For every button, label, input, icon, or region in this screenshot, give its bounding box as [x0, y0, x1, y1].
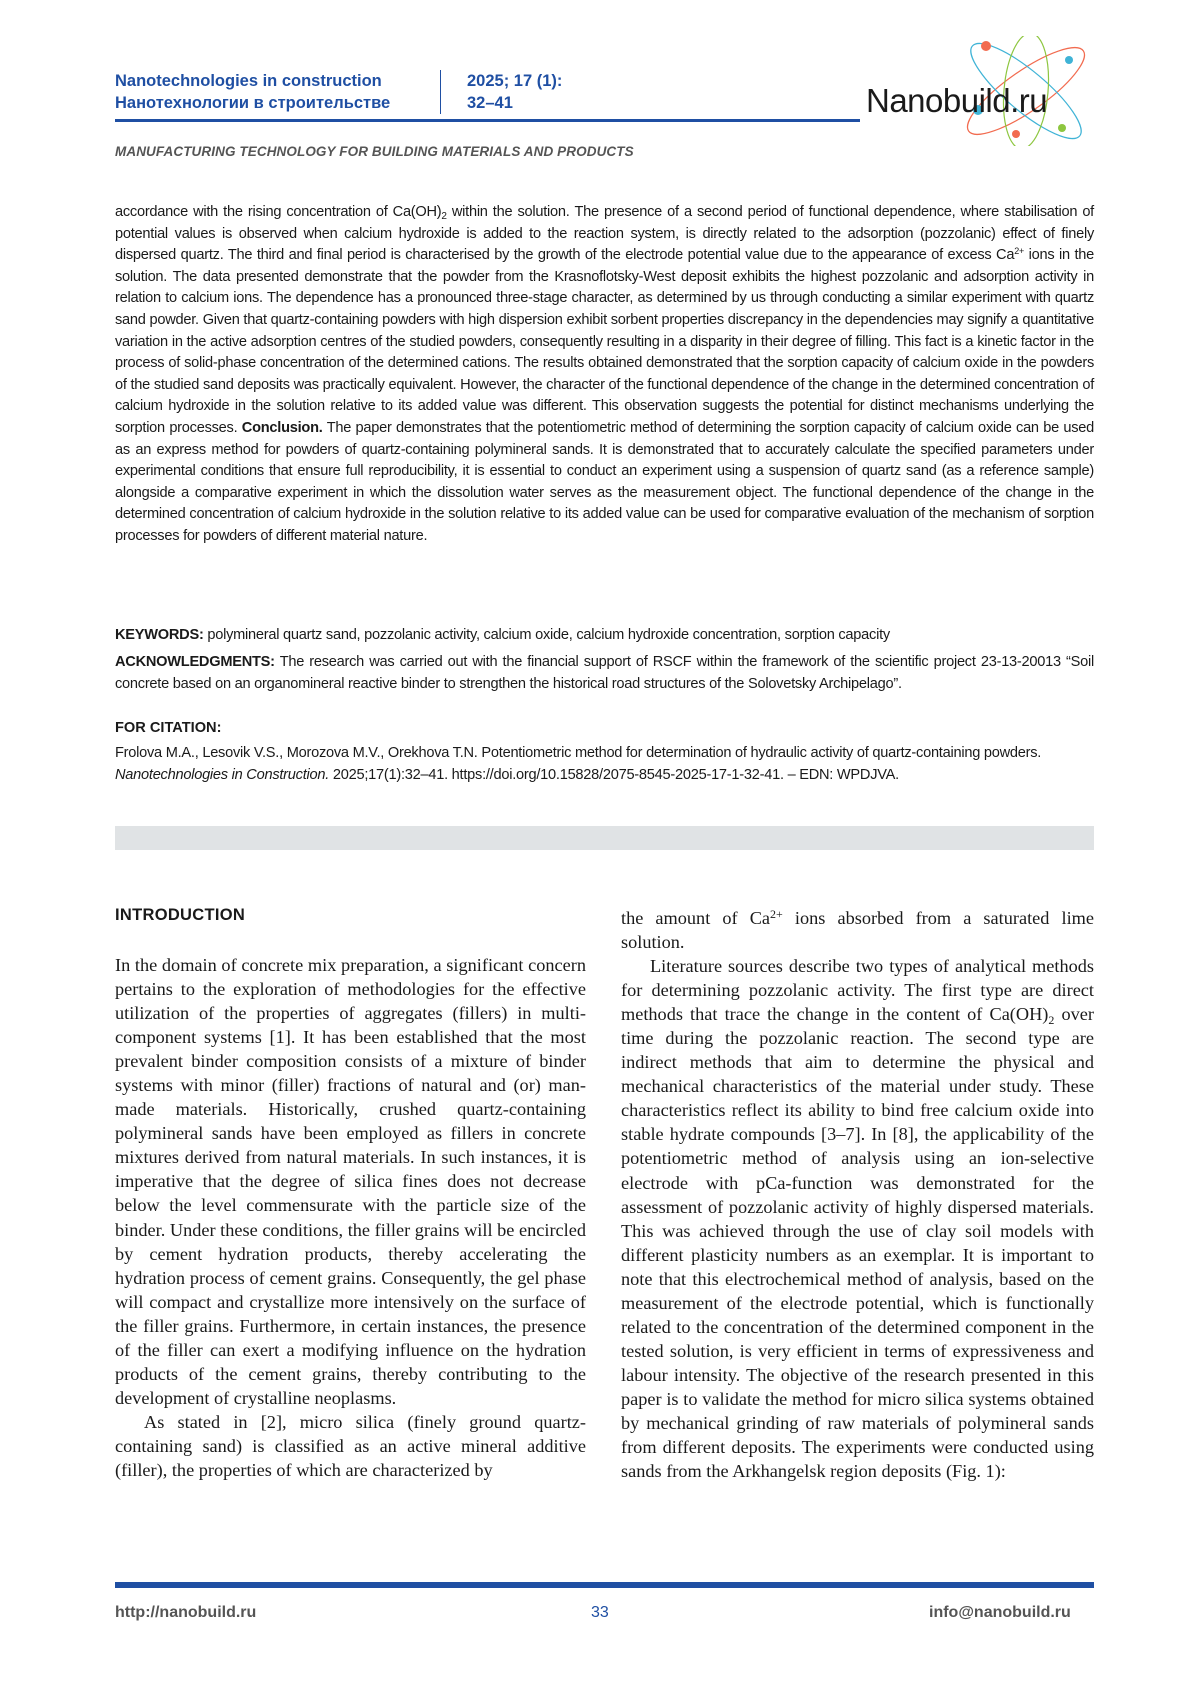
intro-paragraph-2: As stated in [2], micro silica (finely ground quartz-containing sand) is classified as an active mineral additive (filler), the properties of which are characterized by — [115, 1411, 586, 1480]
journal-title-en: Nanotechnologies in construction — [115, 72, 382, 90]
left-column — [115, 953, 586, 1482]
citation-journal: Nanotechnologies in Construction. — [115, 766, 330, 783]
right-column — [621, 906, 1094, 1483]
page-range: 32–41 — [467, 94, 513, 112]
footer-rule — [115, 1582, 1094, 1588]
keywords — [115, 625, 1094, 647]
page-number: 33 — [591, 1604, 609, 1621]
acknowledgments-label: ACKNOWLEDGMENTS: — [115, 654, 275, 670]
logo-text: Nanobuild.ru — [866, 82, 1048, 119]
intro-paragraph-4: Literature sources describe two types of analytical methods for determining pozzolanic activity. The first type are direct methods that trace the change in the content of $Ca(OH)_2$ over time during the pozzolanic reaction. The second type are indirect methods that aim to determine the physical and mechanical characteristics of the material under study. These characteristics reflect its ability to bind free calcium oxide into stable hydrate compounds [3–7]. In [8], the applicability of the potentiometric method of analysis using an ion-selective electrode with pCa-function was demonstrated for the assessment of pozzolanic activity of highly dispersed materials. This was achieved through the use of clay soil models with different plasticity numbers as an exemplar. It is important to note that this electrochemical method of analysis, based on the measurement of the electrode potential, which is functionally related to the concentration of the determined component in the tested solution, is very efficient in terms of expressiveness and labour intensity. The objective of the research presented in this paper is to validate the method for micro silica systems obtained by mechanical grinding of raw materials of polymineral sands from different deposits. The experiments were conducted using sands from the Arkhangelsk region deposits (Fig. 1): — [621, 956, 1094, 1482]
conclusion-label: Conclusion. — [241, 419, 323, 436]
section-title: MANUFACTURING TECHNOLOGY FOR BUILDING MATERIALS AND PRODUCTS — [115, 144, 634, 159]
intro-paragraph-3: the amount of $Ca^{2+}$ ions absorbed from a saturated lime solution. — [621, 907, 1094, 953]
issue-number: 2025; 17 (1): — [467, 72, 563, 90]
journal-title-ru: Нанотехнологии в строительстве — [115, 94, 391, 112]
footer-url-link[interactable]: http://nanobuild.ru — [115, 1604, 257, 1621]
nanobuild-logo[interactable] — [866, 36, 1106, 146]
keywords-label: KEYWORDS: — [115, 627, 204, 643]
acknowledgments — [115, 652, 1094, 695]
abstract-text — [115, 202, 1094, 548]
abstract-paragraph: accordance with the rising concentration of $Ca(OH)_2$ within the solution. The presence of a second period of functional dependence, where stabilisation of potential values is observed when calcium hydroxide is added to the reaction system, is directly related to the adsorption (pozzolanic) effect of finely dispersed quartz. The third and final period is characterised by the growth of the electrode potential value due to the appearance of excess $Ca^{2+}$ ions in the solution. The data presented demonstrate that the powder from the Krasnoflotsky-West deposit exhibits the highest pozzolanic and adsorption activity in relation to calcium ions. The dependence has a pronounced three-stage character, as determined by us through conducting a similar experiment with quartz sand powder. Given that quartz-containing powders with high dispersion exhibit sorbent properties discrepancy in the dependencies may signify a quantitative variation in the active adsorption centres of the studied powders, consequently resulting in a disparity in their degree of filling. This fact is a kinetic factor in the process of solid-phase concentration of the determined cations. The results obtained demonstrated that the sorption capacity of calcium oxide in the powders of the studied sand deposits was practically equivalent. However, the character of the functional dependence of the change in the determined concentration of calcium hydroxide in the solution relative to its added value was different. This observation suggests the potential for distinct mechanisms underlying the sorption processes. Conclusion. The paper demonstrates that the potentiometric method of determining the sorption capacity of calcium oxide can be used as an express method for powders of quartz-containing polymineral sands. It is demonstrated that to accurately calculate the specified parameters under experimental conditions that ensure full reproducibility, it is essential to conduct an experiment using a suspension of quartz sand (as a reference sample) alongside a comparative experiment in which the dissolution water serves as the measurement object. The functional dependence of the change in the determined concentration of calcium hydroxide in the solution relative to its added value can be used for comparative evaluation of the mechanism of sorption processes for powders of different material nature. — [115, 204, 1094, 544]
keywords-text: polymineral quartz sand, pozzolanic activity, calcium oxide, calcium hydroxide concentration, sorption capacity — [203, 627, 890, 643]
header-rule — [115, 119, 860, 122]
footer-email-link[interactable]: info@nanobuild.ru — [929, 1604, 1071, 1621]
intro-paragraph-1: In the domain of concrete mix preparation, a significant concern pertains to the exploration of methodologies for the effective utilization of the properties of aggregates (fillers) in multi-component systems [1]. It has been established that the most prevalent binder composition consists of a mixture of binder systems with minor (filler) fractions of natural and (or) man-made materials. Historically, crushed quartz-containing polymineral sands have been employed as fillers in concrete mixtures derived from natural materials. In such instances, it is imperative that the degree of silica fines does not decrease below the level commensurate with the particle size of the binder. Under these conditions, the filler grains will be encircled by cement hydration products, thereby accelerating the hydration process of cement grains. Consequently, the gel phase will compact and crystallize more intensively on the surface of the filler grains. Furthermore, in certain instances, the presence of the filler can exert a modifying influence on the hydration products of the cement grains, thereby contributing to the development of crystalline neoplasms. — [115, 955, 586, 1408]
issue-info — [467, 70, 562, 114]
citation-doi[interactable]: 2025;17(1):32–41. https://doi.org/10.15828/2075-8545-2025-17-1-32-41. – EDN: WPDJVA. — [329, 766, 899, 783]
acknowledgments-text: The research was carried out with the financial support of RSCF within the framework of the scientific project 23-13-20013 “Soil concrete based on an organomineral reactive binder to strengthen the historical road structures of the Solovetsky Archipelago”. — [115, 654, 1094, 692]
citation-label: FOR CITATION: — [115, 720, 222, 736]
introduction-heading: INTRODUCTION — [115, 906, 246, 924]
citation-text: Frolova M.A., Lesovik V.S., Morozova M.V., Orekhova T.N. Potentiometric method for determination of hydraulic activity of quartz-containing powders. Nanotechnologies in Construction. 2025;17(1):32–41. https://doi.org/10.15828/2075-8545-2025-17-1-32-41. – EDN: WPDJVA. — [115, 745, 1042, 783]
journal-title — [115, 70, 390, 114]
separator-band — [115, 826, 1094, 850]
header-divider — [440, 70, 441, 114]
